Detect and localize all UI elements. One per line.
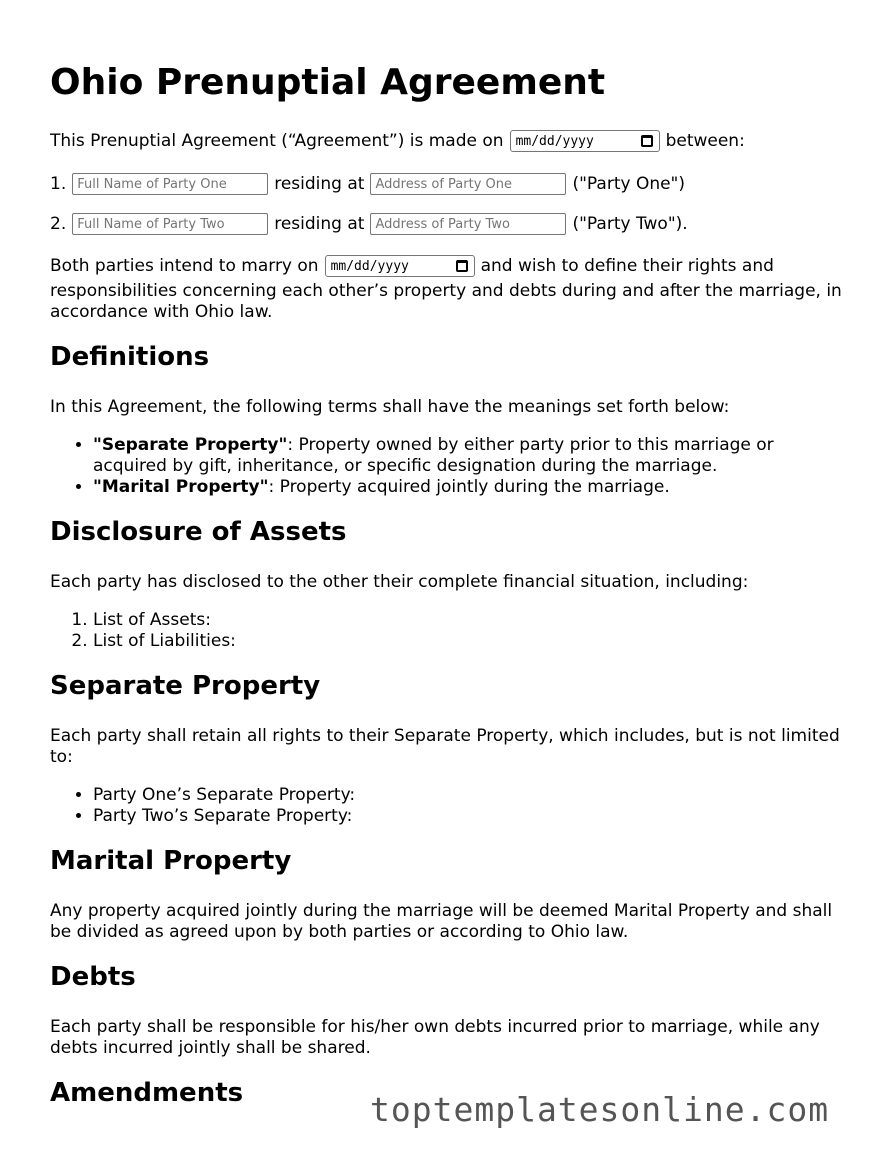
party-one-name-input[interactable] xyxy=(72,173,268,195)
definitions-list xyxy=(50,435,850,498)
party-two-line xyxy=(50,211,688,237)
party-two-residing-label: residing at xyxy=(274,214,365,234)
definition-term: "Marital Property" xyxy=(93,477,269,497)
definitions-heading: Definitions xyxy=(50,342,210,372)
list-item: 2. List of Liabilities: xyxy=(93,631,850,652)
list-item: 1. List of Assets: xyxy=(93,610,850,631)
party-two-number: 2. xyxy=(50,214,67,234)
disclosure-heading: Disclosure of Assets xyxy=(50,517,347,547)
amendments-heading: Amendments xyxy=(50,1078,244,1108)
list-item xyxy=(93,477,850,498)
separate-property-list xyxy=(50,785,850,827)
intro-text-after: between: xyxy=(665,131,745,151)
definition-term: "Separate Property" xyxy=(93,435,288,455)
party-two-address-input[interactable] xyxy=(370,213,566,235)
definitions-text: In this Agreement, the following terms shall have the meanings set forth below: xyxy=(50,397,730,417)
marriage-date-input[interactable] xyxy=(325,255,475,277)
page-title: Ohio Prenuptial Agreement xyxy=(50,62,606,103)
marry-paragraph-rest: responsibilities concerning each other’s property and debts during and after the marriage, in accordance with Ohio law. xyxy=(50,281,842,322)
definition-desc: : Property owned by either party prior to this marriage or acquired by gift, inheritance, or specific designation during the marriage. xyxy=(93,435,774,476)
party-one-line xyxy=(50,171,685,197)
debts-heading: Debts xyxy=(50,962,136,992)
party-one-number: 1. xyxy=(50,174,67,194)
party-one-address-input[interactable] xyxy=(370,173,566,195)
list-item: • Party One’s Separate Property: xyxy=(93,785,850,806)
disclosure-text: Each party has disclosed to the other their complete financial situation, including: xyxy=(50,572,749,592)
marital-property-heading: Marital Property xyxy=(50,846,292,876)
debts-text: Each party shall be responsible for his/her own debts incurred prior to marriage, while any debts incurred jointly shall be shared. xyxy=(50,1017,820,1058)
disclosure-list xyxy=(50,610,850,652)
party-one-residing-label: residing at xyxy=(274,174,365,194)
calendar-icon[interactable] xyxy=(641,135,653,147)
list-item xyxy=(93,435,850,477)
agreement-date-placeholder: mm/dd/yyyy xyxy=(515,133,594,149)
party-one-suffix: ("Party One") xyxy=(572,174,686,194)
marry-text-after: and wish to define their rights and xyxy=(480,256,774,276)
watermark: toptemplatesonline.com xyxy=(370,1090,830,1129)
agreement-date-input[interactable] xyxy=(510,130,660,152)
marital-property-text: Any property acquired jointly during the marriage will be deemed Marital Property and shall be divided as agreed upon by both parties or according to Ohio law. xyxy=(50,901,833,942)
list-item: • Party Two’s Separate Property: xyxy=(93,806,850,827)
marry-text-before: Both parties intend to marry on xyxy=(50,256,319,276)
separate-property-text: Each party shall retain all rights to their Separate Property, which includes, but is not limited to: xyxy=(50,726,840,767)
intro-line xyxy=(50,128,745,154)
intro-text-before: This Prenuptial Agreement (“Agreement”) is made on xyxy=(50,131,504,151)
marriage-date-placeholder: mm/dd/yyyy xyxy=(330,258,409,274)
marry-line xyxy=(50,253,774,279)
party-two-name-input[interactable] xyxy=(72,213,268,235)
party-two-suffix: ("Party Two"). xyxy=(572,214,688,234)
separate-property-heading: Separate Property xyxy=(50,671,321,701)
definition-desc: : Property acquired jointly during the marriage. xyxy=(268,477,670,497)
calendar-icon[interactable] xyxy=(456,260,468,272)
